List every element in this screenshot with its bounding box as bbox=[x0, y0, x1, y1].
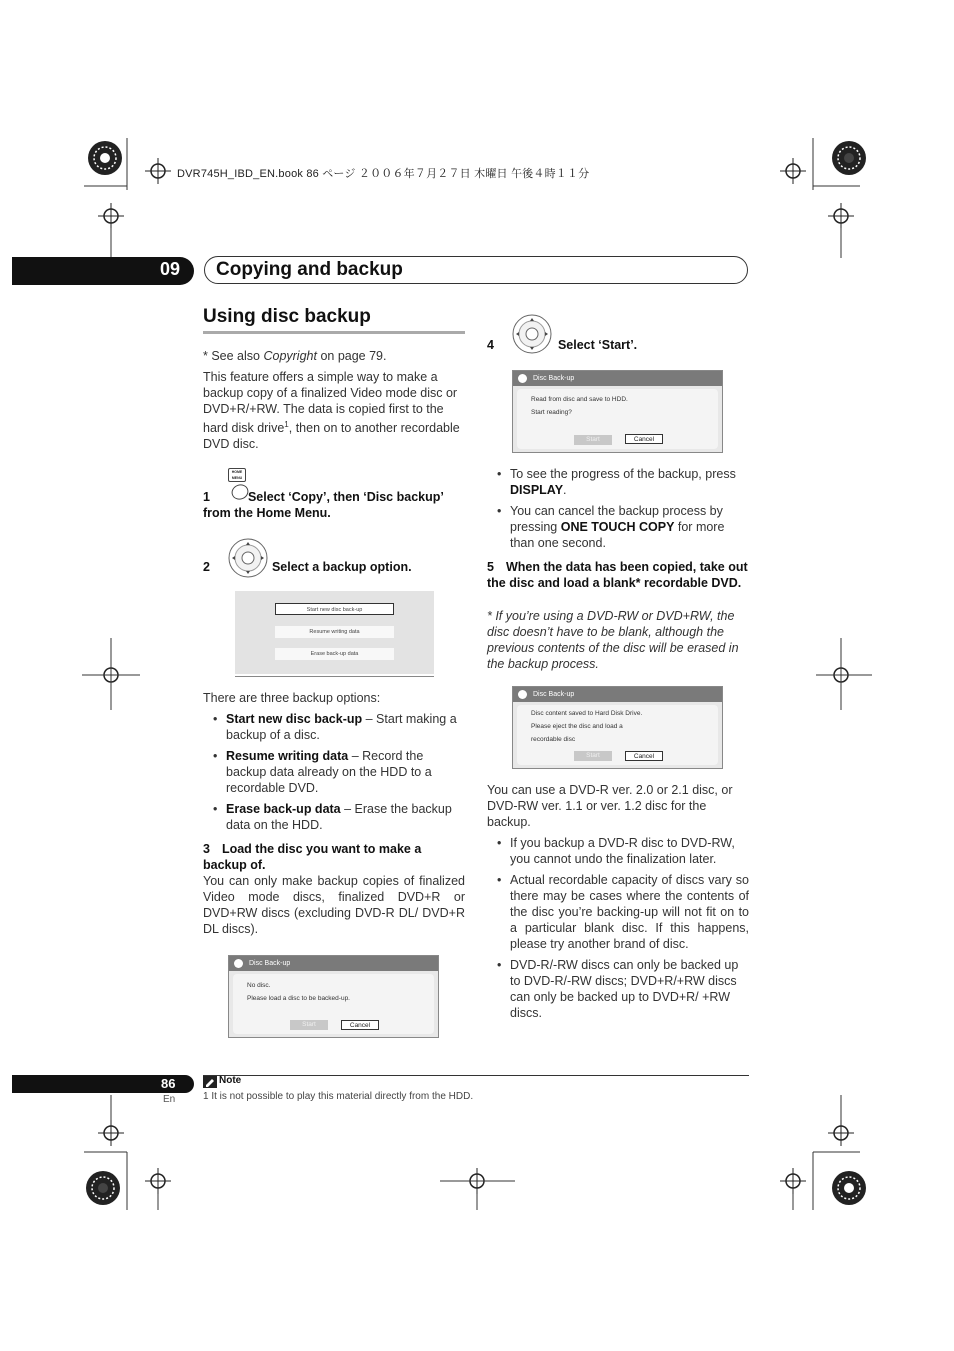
start-button[interactable]: Start bbox=[574, 751, 612, 761]
start-button[interactable]: Start bbox=[574, 435, 612, 445]
disc-compatibility-paragraph: You can use a DVD-R ver. 2.0 or 2.1 disc, or DVD-RW ver. 1.1 or ver. 1.2 disc for the backup. bbox=[487, 783, 733, 829]
list-item: • If you backup a DVD-R disc to DVD-RW, you cannot undo the finalization later. bbox=[494, 835, 749, 867]
screen-message: recordable disc bbox=[531, 736, 576, 743]
note-rule bbox=[203, 1075, 749, 1076]
screen-title: Disc Back-up bbox=[513, 687, 722, 702]
list-item: • You can cancel the backup process by pressing ONE TOUCH COPY for more than one second. bbox=[494, 503, 749, 551]
note-icon bbox=[203, 1076, 217, 1088]
screen-rule bbox=[235, 676, 434, 677]
screen-message: Read from disc and save to HDD. bbox=[531, 396, 628, 403]
step-5-note: * If you’re using a DVD-RW or DVD+RW, the disc doesn’t have to be blank, although the previous contents of the disc will be erased in the backup process. bbox=[487, 609, 739, 671]
step-4: 4 Select ‘Start’. bbox=[487, 338, 638, 352]
page-language: En bbox=[163, 1094, 176, 1105]
cancel-button[interactable]: Cancel bbox=[341, 1020, 379, 1030]
backup-options-screen bbox=[235, 591, 434, 674]
step-2: 2 Select a backup option. bbox=[203, 560, 412, 574]
screen-title: Disc Back-up bbox=[513, 371, 722, 386]
list-item: • Erase back-up data – Erase the backup data on the HDD. bbox=[210, 801, 465, 833]
home-menu-button-icon: HOME MENU bbox=[228, 468, 246, 482]
list-item: • Actual recordable capacity of discs vary so there may be cases where the contents of the disc you’re backing-up will not fit on to a particular blank disc. If this happens, please try another brand of disc. bbox=[494, 872, 749, 952]
step-1: 1 Select ‘Copy’, then ‘Disc backup’ from the Home Menu. bbox=[203, 490, 444, 520]
intro-paragraph: This feature offers a simple way to make a backup copy of a finalized Video mode disc or DVD+R/+RW. The data is copied first to the hard disk drive$^1$, then on to another recordable DVD disc. bbox=[203, 370, 460, 452]
step-5: 5 When the data has been copied, take out the disc and load a blank* recordable DVD. bbox=[487, 560, 748, 590]
screen-message: Please load a disc to be backed-up. bbox=[247, 995, 350, 1002]
screen-message: Disc content saved to Hard Disk Drive. bbox=[531, 710, 643, 717]
list-item: • Start new disc back-up – Start making a backup of a disc. bbox=[210, 711, 465, 743]
no-disc-screen bbox=[228, 955, 439, 1038]
list-item: • DVD-R/-RW discs can only be backed up to DVD-R/-RW discs; DVD+R/+RW discs can only be backed up to DVD+R/ +RW discs. bbox=[494, 957, 749, 1021]
options-list bbox=[210, 711, 465, 838]
screen-message: No disc. bbox=[247, 982, 271, 989]
note-text: 1 It is not possible to play this material directly from the HDD. bbox=[203, 1091, 474, 1102]
option-start-new-backup[interactable]: Start new disc back-up bbox=[275, 603, 394, 615]
three-options-text: There are three backup options: bbox=[203, 691, 381, 705]
section-title: Using disc backup bbox=[203, 306, 371, 327]
progress-tips-list bbox=[494, 466, 749, 556]
list-item: • To see the progress of the backup, press DISPLAY. bbox=[494, 466, 749, 498]
screen-message: Please eject the disc and load a bbox=[531, 723, 623, 730]
print-header: DVR745H_IBD_EN.book 86 ページ ２００６年７月２７日 木曜日 午後４時１１分 bbox=[177, 168, 590, 180]
list-item: • Resume writing data – Record the backup data already on the HDD to a recordable DVD. bbox=[210, 748, 465, 796]
start-reading-screen bbox=[512, 370, 723, 453]
eject-disc-screen bbox=[512, 686, 723, 769]
option-erase-backup[interactable]: Erase back-up data bbox=[275, 648, 394, 660]
note-heading: Note bbox=[219, 1075, 242, 1086]
disc-notes-list bbox=[494, 835, 749, 1026]
see-also: * See also Copyright on page 79. bbox=[203, 349, 387, 363]
screen-message: Start reading? bbox=[531, 409, 572, 416]
cancel-button[interactable]: Cancel bbox=[625, 434, 663, 444]
page-number: 86 bbox=[161, 1076, 176, 1091]
cancel-button[interactable]: Cancel bbox=[625, 751, 663, 761]
start-button[interactable]: Start bbox=[290, 1020, 328, 1030]
chapter-title: Copying and backup bbox=[216, 259, 403, 280]
section-title-rule bbox=[203, 331, 465, 334]
chapter-number: 09 bbox=[160, 259, 181, 279]
step-3: 3 Load the disc you want to make a backup of. bbox=[203, 842, 422, 872]
option-resume-writing[interactable]: Resume writing data bbox=[275, 626, 394, 638]
screen-title: Disc Back-up bbox=[229, 956, 438, 971]
step-3-body: You can only make backup copies of finalized Video mode discs, finalized DVD+R or DVD+RW discs (excluding DVD-R DL/ DVD+R DL discs). bbox=[203, 874, 465, 936]
